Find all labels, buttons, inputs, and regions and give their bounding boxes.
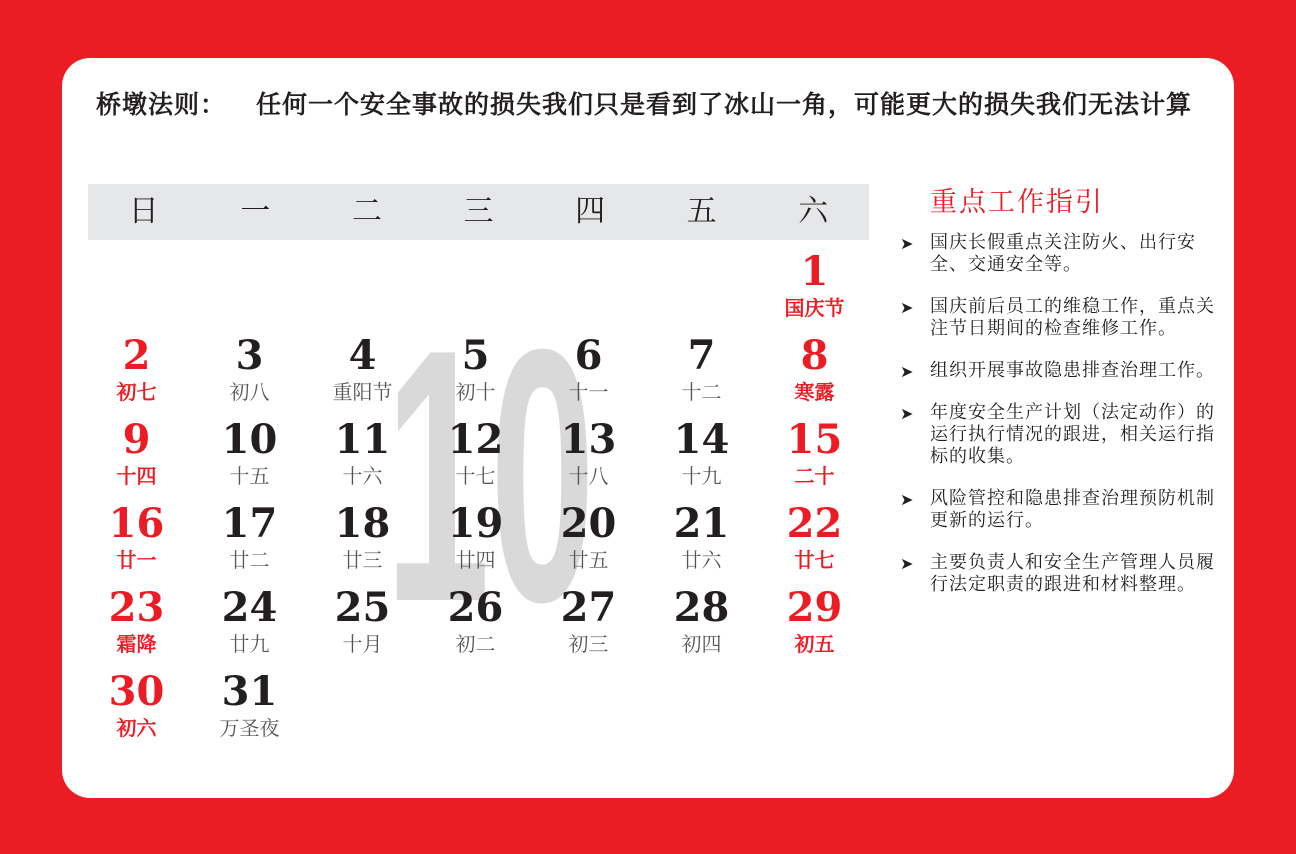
- lunar-label: 初七: [116, 380, 157, 404]
- calendar-day: [758, 334, 871, 406]
- lunar-label: 二十: [794, 464, 835, 488]
- calendar-day: [758, 418, 871, 490]
- lunar-label: 廿二: [229, 548, 270, 572]
- guide-item-text: 风险管控和隐患排查治理预防机制更新的运行。: [930, 488, 1215, 531]
- lunar-label: 廿四: [455, 548, 496, 572]
- day-number: 15: [786, 416, 843, 463]
- guide-item-text: 主要负责人和安全生产管理人员履行法定职责的跟进和材料整理。: [930, 552, 1215, 595]
- lunar-label: 初八: [229, 380, 270, 404]
- calendar-day: [419, 586, 532, 658]
- arrow-icon: ➤: [900, 554, 915, 573]
- calendar-day: [306, 334, 419, 406]
- calendar-day: [419, 502, 532, 574]
- guide-item: [900, 296, 1220, 340]
- lunar-label: 万圣夜: [219, 716, 280, 740]
- day-number: 12: [447, 416, 504, 463]
- lunar-label: 十九: [681, 464, 722, 488]
- lunar-label: 廿三: [342, 548, 383, 572]
- guide-item-text: 组织开展事故隐患排查治理工作。: [930, 360, 1215, 381]
- calendar-day: [645, 418, 758, 490]
- lunar-label: 十七: [455, 464, 496, 488]
- calendar-day: [306, 586, 419, 658]
- calendar-day: [532, 502, 645, 574]
- calendar-day: [758, 586, 871, 658]
- arrow-icon: ➤: [900, 404, 915, 423]
- calendar-day: [193, 586, 306, 658]
- weekday-fri: 五: [686, 194, 717, 229]
- calendar-day: [80, 670, 193, 742]
- weekday-thu: 四: [575, 194, 606, 229]
- lunar-label: 十六: [342, 464, 383, 488]
- lunar-label: 重阳节: [332, 380, 393, 404]
- lunar-label: 廿七: [794, 548, 835, 572]
- day-number: 22: [786, 500, 843, 547]
- lunar-label: 初三: [568, 632, 609, 656]
- lunar-label: 初四: [681, 632, 722, 656]
- lunar-label: 初五: [794, 632, 835, 656]
- day-number: 26: [447, 584, 504, 631]
- calendar-day: [532, 418, 645, 490]
- day-number: 21: [673, 500, 730, 547]
- lunar-label: 十一: [568, 380, 609, 404]
- guide-item: [900, 488, 1220, 532]
- day-number: 27: [560, 584, 617, 631]
- calendar-day: [758, 250, 871, 322]
- day-number: 24: [221, 584, 278, 631]
- calendar-day: [306, 502, 419, 574]
- day-number: 28: [673, 584, 730, 631]
- day-number: 4: [348, 332, 377, 379]
- weekday-sun: 日: [128, 194, 159, 229]
- day-number: 8: [800, 332, 829, 379]
- day-number: 2: [122, 332, 151, 379]
- calendar-day: [532, 334, 645, 406]
- calendar-day: [193, 334, 306, 406]
- arrow-icon: ➤: [900, 298, 915, 317]
- guide-item: [900, 360, 1220, 382]
- lunar-label: 十二: [681, 380, 722, 404]
- day-number: 23: [108, 584, 165, 631]
- day-number: 31: [221, 668, 278, 715]
- guide-item-text: 国庆长假重点关注防火、出行安全、交通安全等。: [930, 232, 1196, 275]
- arrow-icon: ➤: [900, 490, 915, 509]
- guide-item: [900, 402, 1220, 468]
- calendar-day: [645, 586, 758, 658]
- calendar-grid: [80, 250, 875, 760]
- lunar-label: 十四: [116, 464, 157, 488]
- weekday-sat: 六: [798, 194, 829, 229]
- calendar-day: [419, 418, 532, 490]
- guide-title: 重点工作指引: [930, 187, 1104, 218]
- calendar-day: [193, 418, 306, 490]
- guide-item: [900, 232, 1220, 276]
- day-number: 6: [574, 332, 603, 379]
- day-number: 13: [560, 416, 617, 463]
- calendar-day: [645, 334, 758, 406]
- lunar-label: 国庆节: [784, 296, 845, 320]
- calendar-day: [532, 586, 645, 658]
- day-number: 7: [687, 332, 716, 379]
- lunar-label: 廿六: [681, 548, 722, 572]
- day-number: 10: [221, 416, 278, 463]
- day-number: 19: [447, 500, 504, 547]
- guide-list: [900, 232, 1220, 616]
- lunar-label: 初六: [116, 716, 157, 740]
- calendar-day: [80, 334, 193, 406]
- day-number: 14: [673, 416, 730, 463]
- day-number: 5: [461, 332, 490, 379]
- day-number: 17: [221, 500, 278, 547]
- weekday-tue: 二: [351, 194, 382, 229]
- lunar-label: 廿五: [568, 548, 609, 572]
- headline: [96, 88, 1236, 122]
- weekday-mon: 一: [240, 194, 271, 229]
- lunar-label: 寒露: [794, 380, 835, 404]
- calendar-day: [80, 418, 193, 490]
- calendar-day: [193, 502, 306, 574]
- calendar-day: [645, 502, 758, 574]
- day-number: 18: [334, 500, 391, 547]
- arrow-icon: ➤: [900, 234, 915, 253]
- weekday-header: [88, 184, 869, 240]
- month-watermark-text: 10: [385, 300, 595, 620]
- headline-body: 任何一个安全事故的损失我们只是看到了冰山一角，可能更大的损失我们无法计算: [256, 90, 1193, 119]
- day-number: 16: [108, 500, 165, 547]
- lunar-label: 初十: [455, 380, 496, 404]
- lunar-label: 霜降: [116, 632, 157, 656]
- day-number: 25: [334, 584, 391, 631]
- weekday-wed: 三: [463, 194, 494, 229]
- lunar-label: 十五: [229, 464, 270, 488]
- day-number: 29: [786, 584, 843, 631]
- lunar-label: 十月: [342, 632, 383, 656]
- day-number: 9: [122, 416, 151, 463]
- calendar-day: [193, 670, 306, 742]
- lunar-label: 十八: [568, 464, 609, 488]
- headline-lead: 桥墩法则：: [96, 90, 227, 119]
- lunar-label: 廿一: [116, 548, 157, 572]
- day-number: 11: [334, 416, 391, 463]
- lunar-label: 初二: [455, 632, 496, 656]
- calendar-day: [419, 334, 532, 406]
- calendar-day: [758, 502, 871, 574]
- calendar-day: [80, 586, 193, 658]
- calendar-day: [306, 418, 419, 490]
- guide-item-text: 年度安全生产计划（法定动作）的运行执行情况的跟进，相关运行指标的收集。: [930, 402, 1215, 467]
- day-number: 20: [560, 500, 617, 547]
- day-number: 30: [108, 668, 165, 715]
- day-number: 3: [235, 332, 264, 379]
- day-number: 1: [800, 248, 829, 295]
- guide-item-text: 国庆前后员工的维稳工作，重点关注节日期间的检查维修工作。: [930, 296, 1215, 339]
- guide-item: [900, 552, 1220, 596]
- arrow-icon: ➤: [900, 362, 915, 381]
- calendar-day: [80, 502, 193, 574]
- lunar-label: 廿九: [229, 632, 270, 656]
